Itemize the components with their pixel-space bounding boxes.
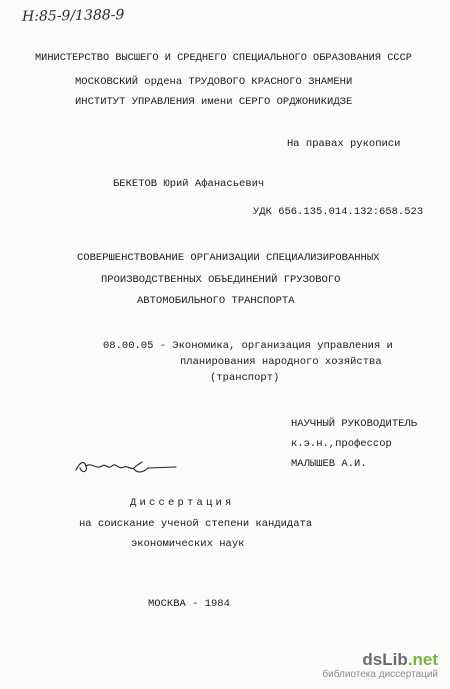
supervisor-degree: к.э.н.,профессор xyxy=(291,438,392,450)
supervisor-role: НАУЧНЫЙ РУКОВОДИТЕЛЬ xyxy=(291,418,418,430)
place-year: МОСКВА - 1984 xyxy=(148,598,230,610)
rights-note: На правах рукописи xyxy=(287,138,401,150)
institute-line-1: МОСКОВСКИЙ ордена ТРУДОВОГО КРАСНОГО ЗНАМЕНИ xyxy=(75,76,353,88)
title-line-2: ПРОИЗВОДСТВЕННЫХ ОБЪЕДИНЕНИЙ ГРУЗОВОГО xyxy=(101,274,341,286)
watermark-subtitle: библиотека диссертаций xyxy=(322,669,438,680)
dissertation-line-3: экономических наук xyxy=(131,538,245,550)
signature xyxy=(72,452,182,482)
specialty-line-3: (транспорт) xyxy=(210,372,280,384)
title-line-3: АВТОМОБИЛЬНОГО ТРАНСПОРТА xyxy=(137,295,295,307)
institute-line-2: ИНСТИТУТ УПРАВЛЕНИЯ имени СЕРГО ОРДЖОНИКИДЗЕ xyxy=(75,96,353,108)
dissertation-label: Диссертация xyxy=(130,497,235,509)
udk-code: УДК 656.135.014.132:658.523 xyxy=(253,206,424,218)
watermark-logo xyxy=(322,651,438,669)
dissertation-line-2: на соискание ученой степени кандидата xyxy=(79,518,313,530)
specialty-line-2: планирования народного хозяйства xyxy=(180,356,382,368)
ministry-line: МИНИСТЕРСТВО ВЫСШЕГО И СРЕДНЕГО СПЕЦИАЛЬНОГО ОБРАЗОВАНИЯ СССР xyxy=(35,52,412,64)
watermark-logo-name: dsLib xyxy=(362,650,408,669)
supervisor-name: МАЛЫШЕВ А.И. xyxy=(291,458,367,470)
archive-number: H:85-9/1388-9 xyxy=(21,7,125,25)
specialty-line-1: 08.00.05 - Экономика, организация управления и xyxy=(103,340,393,352)
watermark-logo-domain: .net xyxy=(407,650,438,669)
site-watermark xyxy=(322,651,438,681)
author-name: БЕКЕТОВ Юрий Афанасьевич xyxy=(113,178,265,190)
title-line-1: СОВЕРШЕНСТВОВАНИЕ ОРГАНИЗАЦИИ СПЕЦИАЛИЗИРОВАННЫХ xyxy=(77,252,380,264)
